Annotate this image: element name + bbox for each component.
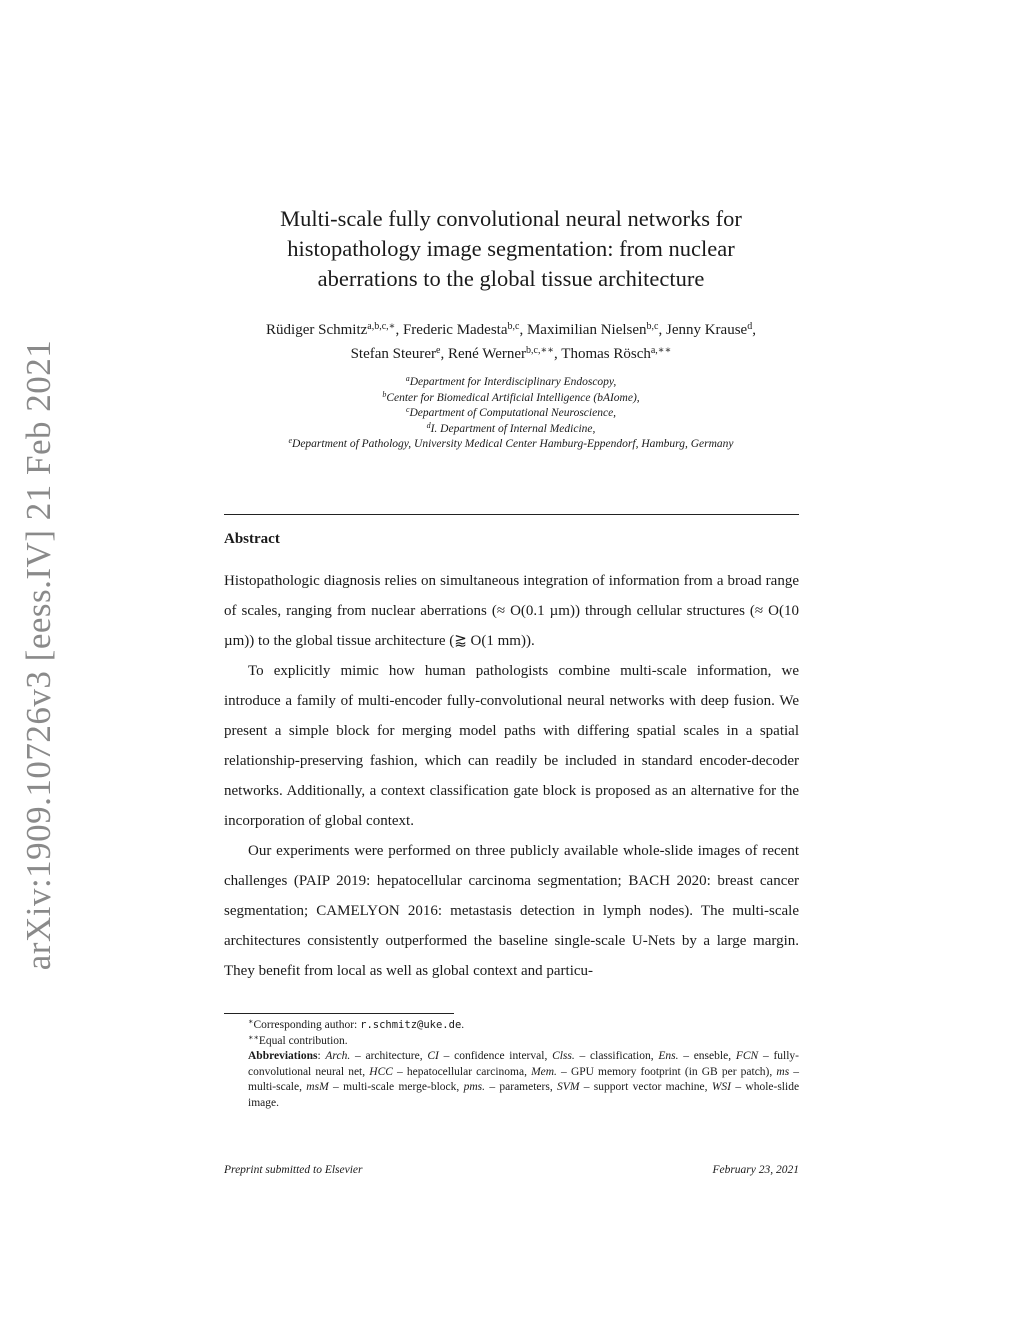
abbreviation-definition: multi-scale	[248, 1081, 300, 1093]
affiliation-marker: e	[288, 436, 293, 445]
abbreviation-definition: classification	[590, 1050, 651, 1062]
abbreviation-term: WSI	[711, 1081, 731, 1093]
abbreviation-definition: whole-slide image	[248, 1081, 800, 1109]
abbreviation-definition: hepatocellular carcinoma	[406, 1065, 525, 1078]
arxiv-identifier-stamp	[18, 339, 60, 971]
paper-title	[222, 204, 800, 294]
author-affiliation-marker: b,c,∗∗	[526, 345, 555, 356]
abbreviation-definition: GPU memory footprint (in GB per patch)	[570, 1065, 770, 1078]
affiliation-item	[180, 437, 842, 453]
affiliation-text: Department for Interdisciplinary Endoscopy,	[409, 376, 617, 388]
author-name: Stefan Steurer	[350, 346, 436, 362]
footnote-marker: ∗	[248, 1017, 254, 1026]
abbreviation-definition: fully-convolutional neural net	[248, 1050, 799, 1078]
affiliation-marker: d	[426, 420, 431, 430]
affiliation-item	[180, 406, 842, 422]
title-line: Multi-scale fully convolutional neural networks for	[280, 206, 742, 231]
footnote-marker: ∗∗	[248, 1032, 259, 1042]
title-line: aberrations to the global tissue architecture	[317, 266, 705, 291]
abbreviation-term: SVM	[557, 1081, 580, 1093]
title-line: histopathology image segmentation: from nuclear	[287, 236, 735, 261]
abstract-paragraph: Our experiments were performed on three publicly available whole-slide images of recent challenges (PAIP 2019: hepatocellular carcinoma segmentation; BACH 2020: breast cancer segmentation; CAMELYON 2016: metastasis detection in lymph nodes). The multi-scale architectures consistently outperformed the baseline single-scale U-Nets by a large margin. They benefit from local as well as global context and particu-	[224, 843, 799, 979]
affiliation-text: I. Department of Internal Medicine,	[430, 422, 596, 435]
abbreviation-term: Clss.	[552, 1050, 575, 1062]
abbreviation-definition: enseble	[693, 1050, 729, 1062]
abbreviation-term: CI	[427, 1050, 439, 1062]
abstract-top-rule	[224, 514, 799, 515]
affiliation-text: Department of Pathology, University Medical Center Hamburg-Eppendorf, Hamburg, Germany	[292, 438, 734, 450]
author-name: Thomas Rösch	[561, 346, 651, 362]
abbreviation-term: Mem.	[531, 1065, 557, 1078]
affiliation-item	[180, 391, 842, 407]
abbreviation-definition: multi-scale merge-block	[343, 1081, 457, 1093]
abbreviation-term: ms	[776, 1065, 790, 1078]
author-separator: ,	[519, 322, 527, 338]
author-affiliation-marker: b,c	[646, 321, 659, 332]
abbreviation-definition: support vector machine	[593, 1081, 705, 1093]
author-separator: ,	[440, 346, 448, 362]
abbreviation-term: msM	[306, 1081, 329, 1093]
affiliation-marker: c	[405, 405, 410, 414]
author-separator: ,	[554, 346, 562, 362]
abbreviation-definition: confidence interval	[454, 1050, 545, 1062]
author-separator: ,	[395, 322, 403, 338]
footnote-equal-contribution	[224, 1034, 799, 1050]
author-affiliation-marker: a,∗∗	[650, 345, 672, 356]
abstract-heading: Abstract	[224, 531, 280, 547]
affiliation-marker: a	[405, 374, 410, 383]
abbreviation-term: FCN	[735, 1050, 759, 1062]
author-affiliation-marker: a,b,c,∗	[367, 321, 396, 332]
author-line-2	[200, 342, 822, 366]
footnotes	[224, 1018, 799, 1111]
author-line-1	[200, 318, 822, 342]
author-affiliation-marker: d	[747, 321, 753, 332]
affiliation-list	[180, 375, 842, 453]
affiliation-item	[180, 422, 842, 438]
abbreviation-term: Arch.	[325, 1050, 351, 1062]
footnote-abbreviations: Abbreviations: Arch. – architecture, CI – confidence interval, Clss. – classification, Ens. – enseble, FCN – fully-convolutional neural net, HCC – hepatocellular carcinoma, Mem. – GPU memory footprint (in GB per patch), ms – multi-scale, msM – multi-scale merge-block, pms. – parameters, SVM – support vector machine, WSI – whole-slide image.	[248, 1050, 800, 1109]
arxiv-identifier-text: arXiv:1909.10726v3 [eess.IV] 21 Feb 2021	[19, 339, 58, 971]
corresponding-email-link[interactable]: r.schmitz@uke.de	[360, 1019, 462, 1031]
affiliation-text: Department of Computational Neuroscience,	[409, 407, 617, 419]
footnote-corresponding-author	[224, 1018, 799, 1034]
abstract-body	[224, 566, 799, 986]
abstract-paragraph: Histopathologic diagnosis relies on simultaneous integration of information from a broad range of scales, ranging from nuclear aberrations (≈ O(0.1 µm)) through cellular structures (≈ O(10 µm)) to the global tissue architecture (⪆ O(1 mm)).	[224, 573, 799, 649]
affiliation-text: Center for Biomedical Artificial Intelligence (bAIome),	[386, 391, 640, 404]
abbreviation-definition: parameters	[499, 1081, 550, 1093]
author-list	[200, 318, 822, 366]
author-separator: ,	[752, 322, 756, 338]
author-name: Frederic Madesta	[402, 322, 508, 338]
affiliation-marker: b	[382, 389, 387, 399]
author-affiliation-marker: e	[435, 345, 441, 356]
author-separator: ,	[658, 322, 666, 338]
abbreviation-term: pms.	[463, 1081, 485, 1093]
author-name: Rüdiger Schmitz	[266, 322, 368, 338]
footnote-rule	[224, 1013, 454, 1014]
abbreviation-definition: architecture	[365, 1050, 420, 1062]
author-name: Maximilian Nielsen	[526, 322, 647, 338]
abbreviation-term: Ens.	[658, 1050, 679, 1062]
affiliation-item	[180, 375, 842, 391]
abbreviations-label: Abbreviations	[248, 1050, 318, 1062]
author-name: René Werner	[447, 346, 526, 362]
footnote-punctuation: .	[461, 1019, 465, 1031]
abbreviation-term: HCC	[369, 1065, 393, 1078]
footnote-label: Corresponding author:	[253, 1019, 361, 1031]
abstract-paragraph: To explicitly mimic how human pathologists combine multi-scale information, we introduce a family of multi-encoder fully-convolutional neural networks with deep fusion. We present a simple block for merging model paths with differing spatial scales in a spatial relationship-preserving fashion, which can readily be included in standard encoder-decoder networks. Additionally, a context classification gate block is proposed as an alternative for the incorporation of global context.	[224, 663, 799, 829]
footnote-text: Equal contribution.	[258, 1034, 348, 1047]
footer-preprint-note: Preprint submitted to Elsevier	[224, 1164, 363, 1176]
author-name: Jenny Krause	[665, 322, 748, 338]
footer-date: February 23, 2021	[712, 1164, 799, 1176]
author-affiliation-marker: b,c	[507, 321, 520, 332]
